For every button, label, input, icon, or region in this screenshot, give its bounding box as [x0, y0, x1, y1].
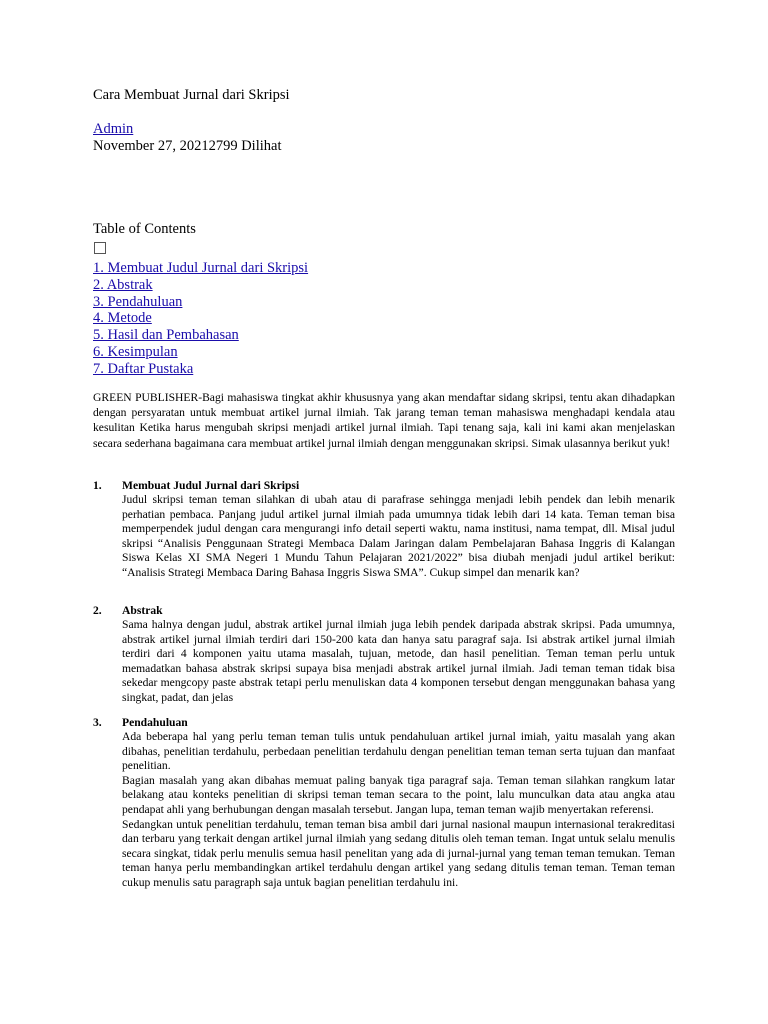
toc-link-6[interactable]: 6. Kesimpulan [93, 343, 178, 360]
section-heading: Pendahuluan [122, 716, 188, 729]
article-title: Cara Membuat Jurnal dari Skripsi [93, 87, 290, 103]
section-body [122, 618, 675, 706]
toc-toggle-checkbox[interactable] [94, 242, 106, 254]
section-number: 1. [93, 479, 102, 492]
toc-title: Table of Contents [93, 221, 196, 237]
toc-link-5[interactable]: 5. Hasil dan Pembahasan [93, 327, 239, 344]
section-paragraph: Judul skripsi teman teman silahkan di ubah atau di parafrase sehingga menjadi lebih pendek dan lebih menarik perhatian pembaca. Panjang judul artikel jurnal ilmiah pada umumnya tidak lebih dari 14 kata. Teman teman bisa memperpendek judul dengan cara mengurangi info detail seperti waktu, nama institusi, nama tempat, dll. Misal judul skripsi “Analisis Penggunaan Strategi Membaca Dalam Jaringan dalam Pembelajaran Bahasa Inggris di Kalangan Siswa Kelas XI SMA Negeri 1 Mundu Tahun Pelajaran 2021/2022” bisa diubah menjadi judul artikel berikut: “Analisis Strategi Membaca Daring Bahasa Inggris Siswa SMA”. Cukup simpel dan menarik kan? [122, 493, 675, 579]
article-meta: November 27, 20212799 Dilihat [93, 138, 282, 154]
section-heading: Abstrak [122, 604, 163, 617]
section-heading: Membuat Judul Jurnal dari Skripsi [122, 479, 300, 492]
section-body [122, 493, 675, 581]
toc-link-3[interactable]: 3. Pendahuluan [93, 293, 183, 310]
section-paragraph: Ada beberapa hal yang perlu teman teman tulis untuk pendahuluan artikel jurnal imiah, yaitu masalah yang akan dibahas, penelitian terdahulu, perbedaan penelitian terdahulu dengan penelitian teman teman serta tujuan dan manfaat penelitian. [122, 730, 675, 773]
toc-link-7[interactable]: 7. Daftar Pustaka [93, 360, 194, 377]
section-number: 2. [93, 604, 102, 617]
author-link[interactable]: Admin [93, 121, 134, 137]
section-paragraph: Bagian masalah yang akan dibahas memuat paling banyak tiga paragraf saja. Teman teman silahkan rangkum latar belakang atau konteks penelitian di skripsi teman teman secara to the point, lalu munculkan data atau angka atau pendapat ahli yang berhubungan dengan masalah tersebut. Jangan lupa, teman teman wajib menyertakan referensi. [122, 773, 675, 816]
section-paragraph: Sedangkan untuk penelitian terdahulu, teman teman bisa ambil dari jurnal nasional maupun internasional terakreditasi dan terbaru yang terkait dengan artikel jurnal ilmiah yang sedang ditulis oleh teman teman. Ingat untuk selalu menulis secara singkat, tidak perlu menulis semua hasil penelitan yang ada di jurnal-jurnal yang teman teman temukan. Teman teman hanya perlu membandingkan artikel terdahulu dengan artikel yang sedang ditulis teman teman. Teman teman cukup menulis satu paragraph saja untuk bagian penelitian terdahulu ini. [122, 817, 675, 889]
toc-link-1[interactable]: 1. Membuat Judul Jurnal dari Skripsi [93, 260, 309, 276]
toc-list [93, 260, 308, 378]
toc-link-4[interactable]: 4. Metode [93, 310, 152, 327]
intro-paragraph: GREEN PUBLISHER-Bagi mahasiswa tingkat akhir khususnya yang akan mendaftar sidang skripsi, tentu akan dihadapkan dengan persyaratan untuk membuat artikel jurnal ilmiah. Tak jarang teman teman mahasiswa menghadapi kendala atau kesulitan Ketika harus mengubah skripsi menjadi artikel jurnal ilmiah. Tapi tenang saja, kali ini kami akan menjelaskan secara sederhana bagaimana cara membuat artikel jurnal ilmiah dengan menggunakan skripsi. Simak ulasannya berikut yuk! [93, 391, 675, 450]
section-number: 3. [93, 716, 102, 729]
toc-link-2[interactable]: 2. Abstrak [93, 276, 153, 293]
section-paragraph: Sama halnya dengan judul, abstrak artikel jurnal ilmiah juga lebih pendek daripada abstrak skripsi. Pada umumnya, abstrak artikel jurnal ilmiah terdiri dari 150-200 kata dan hanya satu paragraf saja. Isi abstrak artikel jurnal ilmiah terdiri dari 4 komponen yaitu utama masalah, tujuan, metode, dan hasil penelitian. Teman teman perlu untuk memadatkan bahasa abstrak skripsi supaya bisa menjadi abstrak artikel jurnal ilmiah. Jadi teman teman tidak bisa sekedar mengcopy paste abstrak tetapi perlu menuliskan data 4 komponen tersebut dengan menggunakan bahasa yang singkat, padat, dan jelas [122, 618, 675, 704]
section-body [122, 730, 675, 891]
